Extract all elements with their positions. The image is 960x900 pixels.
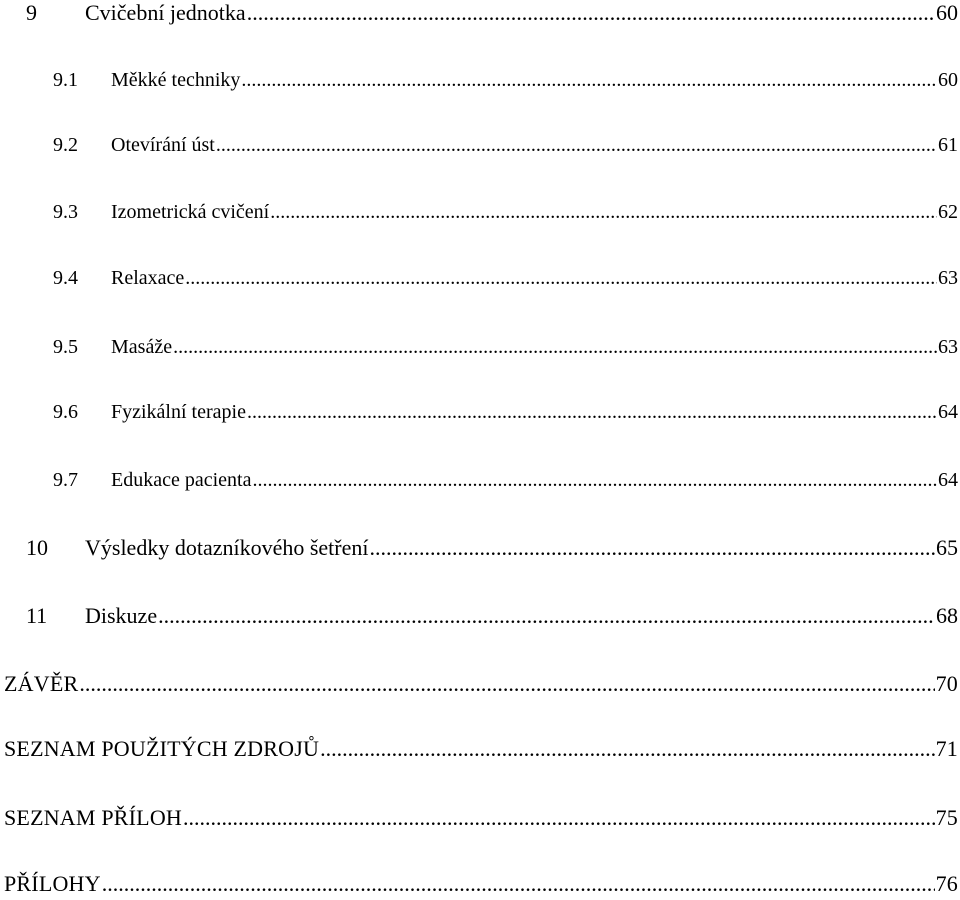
toc-dot-leader	[241, 64, 937, 96]
toc-entry-page: 75	[935, 805, 958, 830]
toc-entry-page: 61	[938, 134, 958, 156]
toc-entry-page: 63	[938, 336, 958, 358]
toc-dot-leader	[158, 600, 935, 632]
toc-entry-title: Izometrická cvičení	[111, 201, 270, 223]
toc-entry-title: Edukace pacienta	[111, 469, 252, 491]
toc-entry-zaver[interactable]	[4, 668, 960, 700]
toc-dot-leader	[270, 196, 937, 228]
toc-entry-chapter-10[interactable]	[26, 532, 960, 564]
toc-entry-page: 64	[938, 469, 958, 491]
toc-entry-page: 63	[938, 267, 958, 289]
toc-entry-seznam-priloh[interactable]	[4, 802, 960, 834]
toc-entry-section-9-3[interactable]	[53, 196, 960, 228]
toc-entry-number: 9.5	[53, 336, 78, 358]
toc-entry-number: 9.3	[53, 201, 78, 223]
toc-entry-page: 70	[935, 671, 958, 696]
toc-entry-section-9-4[interactable]	[53, 262, 960, 294]
toc-entry-title: Výsledky dotazníkového šetření	[85, 535, 369, 560]
toc-dot-leader	[185, 262, 937, 294]
toc-entry-title: ZÁVĚR	[4, 671, 79, 696]
toc-entry-page: 65	[936, 535, 958, 560]
toc-entry-title: Diskuze	[85, 603, 158, 628]
toc-entry-seznam-zdroju[interactable]	[4, 733, 960, 765]
toc-dot-leader	[247, 0, 935, 29]
toc-entry-page: 68	[936, 603, 958, 628]
toc-dot-leader	[252, 464, 937, 496]
toc-entry-number: 9.6	[53, 401, 78, 423]
toc-dot-leader	[247, 396, 937, 428]
toc-entry-title: Cvičební jednotka	[85, 0, 246, 25]
toc-dot-leader	[183, 802, 935, 834]
toc-entry-section-9-6[interactable]	[53, 396, 960, 428]
toc-entry-title: Fyzikální terapie	[111, 401, 246, 423]
toc-entry-chapter-11[interactable]	[26, 600, 960, 632]
toc-entry-page: 62	[938, 201, 958, 223]
toc-entry-section-9-2[interactable]	[53, 129, 960, 161]
toc-entry-number: 10	[26, 535, 48, 560]
toc-entry-section-9-5[interactable]	[53, 331, 960, 363]
toc-entry-title: Masáže	[111, 336, 173, 358]
toc-entry-title: SEZNAM POUŽITÝCH ZDROJŮ	[4, 736, 320, 761]
toc-dot-leader	[173, 331, 937, 363]
toc-entry-number: 9.7	[53, 469, 78, 491]
toc-entry-section-9-1[interactable]	[53, 64, 960, 96]
toc-entry-number: 9.2	[53, 134, 78, 156]
toc-entry-chapter-9[interactable]	[26, 0, 960, 29]
toc-entry-page: 71	[935, 736, 958, 761]
toc-entry-page: 76	[935, 871, 958, 896]
toc-entry-number: 9.1	[53, 69, 78, 91]
toc-dot-leader	[216, 129, 937, 161]
toc-entry-title: Měkké techniky	[111, 69, 241, 91]
toc-entry-number: 9.4	[53, 267, 78, 289]
toc-entry-page: 64	[938, 401, 958, 423]
toc-entry-title: Relaxace	[111, 267, 185, 289]
toc-entry-title: SEZNAM PŘÍLOH	[4, 805, 182, 830]
toc-entry-number: 11	[26, 603, 48, 628]
toc-entry-section-9-7[interactable]	[53, 464, 960, 496]
toc-entry-prilohy[interactable]	[4, 868, 960, 900]
toc-entry-number: 9	[26, 0, 37, 25]
toc-entry-page: 60	[938, 69, 958, 91]
toc-entry-title: PŘÍLOHY	[4, 871, 101, 896]
toc-dot-leader	[102, 868, 935, 900]
toc-dot-leader	[320, 733, 935, 765]
toc-dot-leader	[370, 532, 936, 564]
toc-entry-page: 60	[936, 0, 958, 25]
toc-dot-leader	[79, 668, 934, 700]
toc-entry-title: Otevírání úst	[111, 134, 215, 156]
